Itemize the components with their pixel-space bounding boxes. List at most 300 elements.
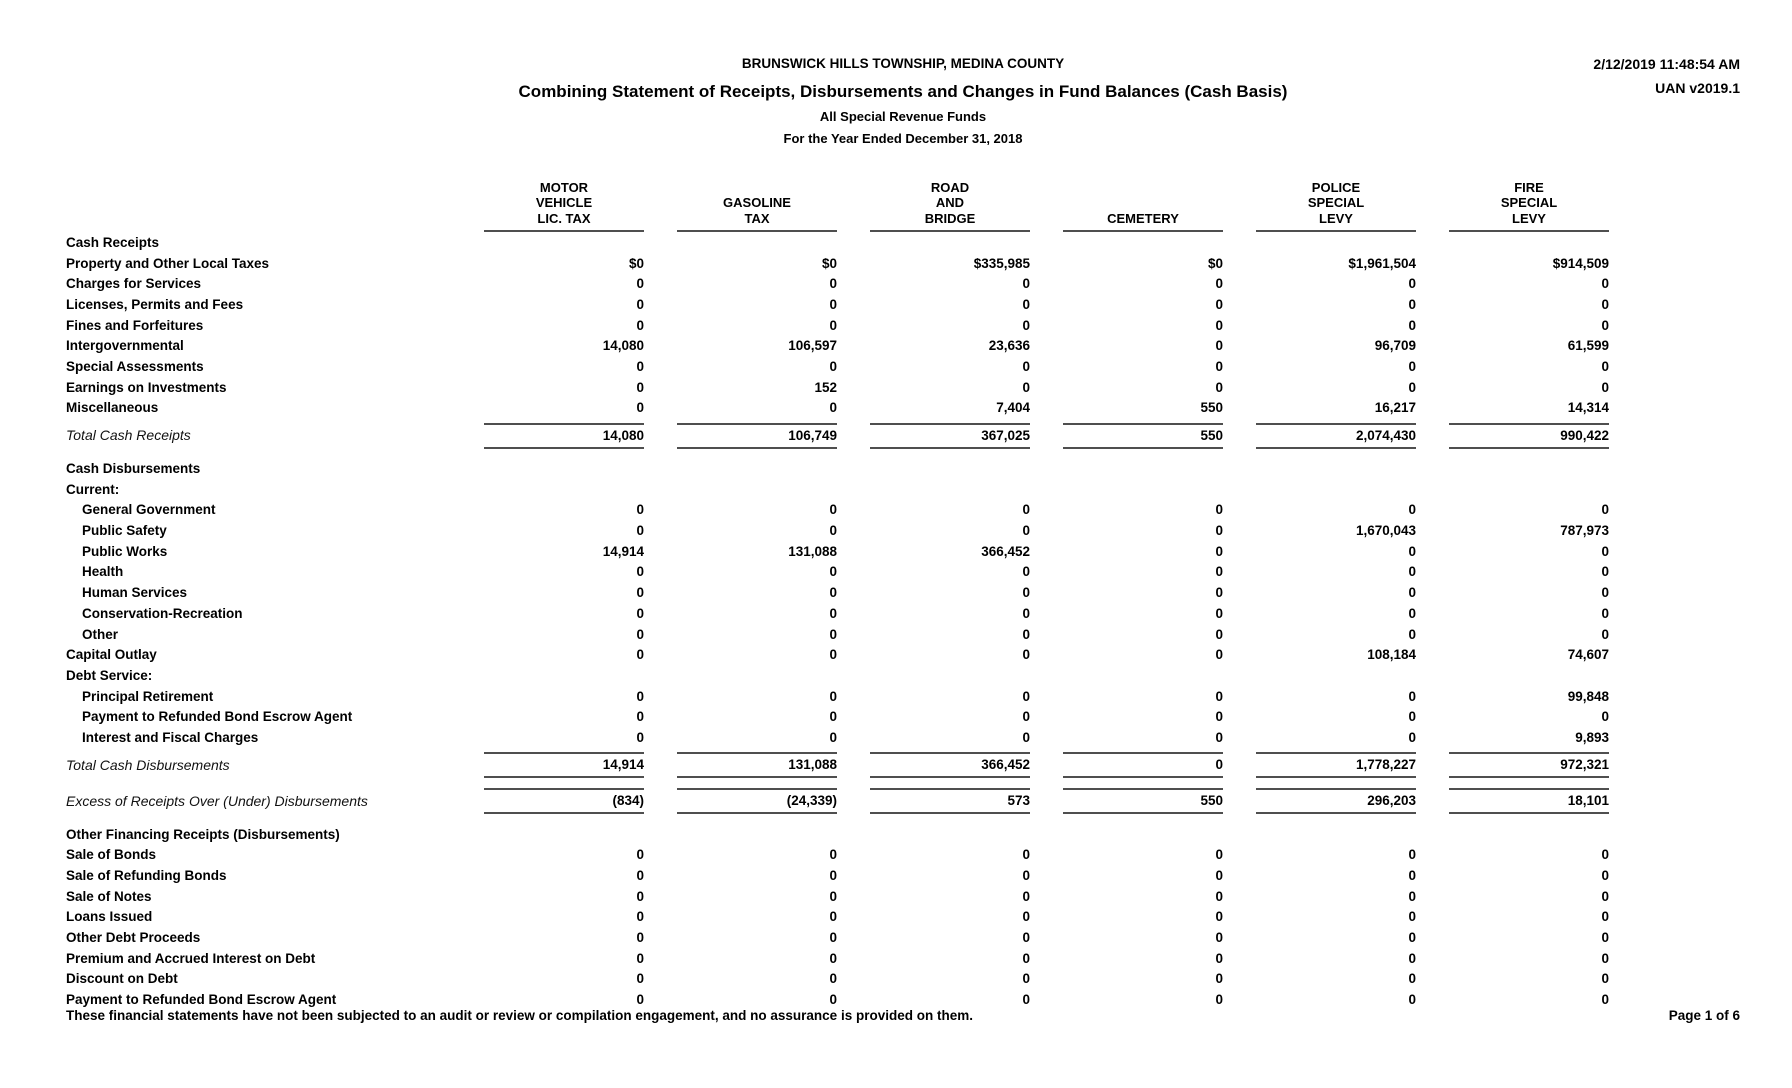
cell-police-special-levy bbox=[1223, 730, 1416, 745]
cell-value: $0 bbox=[628, 255, 644, 271]
table-row-other-financing-receipts-disbursements bbox=[66, 824, 1740, 845]
cell-police-special-levy bbox=[1223, 276, 1416, 291]
column-header-line: LEVY bbox=[1319, 210, 1353, 226]
cell-value: 9,893 bbox=[1575, 729, 1609, 745]
statement-table bbox=[66, 168, 1740, 1010]
cell-value: 573 bbox=[870, 788, 1030, 814]
cell-cemetery bbox=[1030, 585, 1223, 600]
cell-value: 0 bbox=[1215, 847, 1223, 863]
table-row-charges-for-services bbox=[66, 273, 1740, 294]
cell-value: 0 bbox=[1601, 709, 1609, 725]
row-label: Other bbox=[82, 626, 119, 642]
cell-gasoline-tax bbox=[644, 423, 837, 449]
cell-gasoline-tax bbox=[644, 502, 837, 517]
cell-gasoline-tax bbox=[644, 788, 837, 814]
cell-value: 0 bbox=[829, 709, 837, 725]
cell-motor-vehicle-lic-tax bbox=[451, 338, 644, 353]
cell-fire-special-levy bbox=[1416, 709, 1609, 724]
cell-value: 787,973 bbox=[1560, 523, 1609, 539]
cell-value: 0 bbox=[1215, 992, 1223, 1008]
cell-value: 0 bbox=[636, 950, 644, 966]
cell-value: 0 bbox=[1022, 626, 1030, 642]
column-header-text-cemetery bbox=[1063, 168, 1223, 232]
cell-fire-special-levy bbox=[1416, 992, 1609, 1007]
row-label: Capital Outlay bbox=[66, 647, 157, 663]
cell-value: 0 bbox=[1063, 752, 1223, 778]
cell-fire-special-levy bbox=[1416, 889, 1609, 904]
cell-fire-special-levy bbox=[1416, 647, 1609, 662]
cell-value: 18,101 bbox=[1449, 788, 1609, 814]
cell-value: $335,985 bbox=[973, 255, 1030, 271]
cell-fire-special-levy bbox=[1416, 276, 1609, 291]
table-row-licenses-permits-and-fees bbox=[66, 294, 1740, 315]
table-row-total-cash-receipts bbox=[66, 422, 1740, 449]
cell-value: 0 bbox=[1408, 317, 1416, 333]
row-label: Health bbox=[82, 564, 124, 580]
column-header-line: VEHICLE bbox=[535, 195, 593, 210]
cell-police-special-levy bbox=[1223, 318, 1416, 333]
cell-cemetery bbox=[1030, 930, 1223, 945]
cell-police-special-levy bbox=[1223, 423, 1416, 449]
cell-value: 0 bbox=[1408, 971, 1416, 987]
column-header-line: BRIDGE bbox=[924, 210, 976, 226]
cell-value: 0 bbox=[1601, 847, 1609, 863]
cell-value: 0 bbox=[1022, 971, 1030, 987]
cell-gasoline-tax bbox=[644, 889, 837, 904]
cell-value: 74,607 bbox=[1567, 647, 1609, 663]
cell-value: 23,636 bbox=[988, 338, 1030, 354]
cell-fire-special-levy bbox=[1416, 523, 1609, 538]
table-row-current bbox=[66, 479, 1740, 500]
cell-value: 0 bbox=[1408, 930, 1416, 946]
cell-value: 0 bbox=[829, 317, 837, 333]
cell-value: 0 bbox=[636, 523, 644, 539]
cell-motor-vehicle-lic-tax bbox=[451, 564, 644, 579]
cell-value: 0 bbox=[1408, 605, 1416, 621]
cell-road-and-bridge bbox=[837, 318, 1030, 333]
cell-value: 0 bbox=[1601, 564, 1609, 580]
cell-motor-vehicle-lic-tax bbox=[451, 689, 644, 704]
table-row-sale-of-bonds bbox=[66, 845, 1740, 866]
row-label: Excess of Receipts Over (Under) Disbursements bbox=[66, 792, 368, 809]
cell-road-and-bridge bbox=[837, 971, 1030, 986]
cell-fire-special-levy bbox=[1416, 847, 1609, 862]
page-title: Combining Statement of Receipts, Disbursements and Changes in Fund Balances (Cash Basis) bbox=[518, 82, 1288, 101]
cell-value: 0 bbox=[1215, 502, 1223, 518]
cell-value: 108,184 bbox=[1367, 647, 1416, 663]
column-header-line: LIC. TAX bbox=[537, 210, 591, 226]
row-label: Charges for Services bbox=[66, 276, 202, 292]
cell-value: 0 bbox=[1408, 888, 1416, 904]
cell-value: 0 bbox=[829, 400, 837, 416]
cell-gasoline-tax bbox=[644, 752, 837, 778]
cell-value: $0 bbox=[821, 255, 837, 271]
table-row-special-assessments bbox=[66, 356, 1740, 377]
cell-police-special-levy bbox=[1223, 930, 1416, 945]
column-header-line: TAX bbox=[744, 210, 770, 226]
row-label: Property and Other Local Taxes bbox=[66, 255, 270, 271]
cell-value: 0 bbox=[1215, 296, 1223, 312]
row-label: Sale of Notes bbox=[66, 888, 152, 904]
cell-value: 0 bbox=[1408, 502, 1416, 518]
cell-value: 0 bbox=[829, 605, 837, 621]
cell-value: 0 bbox=[1022, 688, 1030, 704]
cell-road-and-bridge bbox=[837, 889, 1030, 904]
cell-value: 0 bbox=[1408, 626, 1416, 642]
cell-value: 0 bbox=[1215, 523, 1223, 539]
cell-fire-special-levy bbox=[1416, 971, 1609, 986]
column-header-line: GASOLINE bbox=[723, 195, 791, 210]
cell-motor-vehicle-lic-tax bbox=[451, 297, 644, 312]
cell-police-special-levy bbox=[1223, 847, 1416, 862]
cell-police-special-levy bbox=[1223, 647, 1416, 662]
cell-value: 0 bbox=[1601, 296, 1609, 312]
column-header-line: SPECIAL bbox=[1307, 195, 1365, 210]
row-label: Other Debt Proceeds bbox=[66, 930, 201, 946]
cell-value: 0 bbox=[1215, 950, 1223, 966]
column-header-line: AND bbox=[935, 195, 965, 210]
cell-road-and-bridge bbox=[837, 606, 1030, 621]
cell-gasoline-tax bbox=[644, 627, 837, 642]
cell-gasoline-tax bbox=[644, 276, 837, 291]
cell-motor-vehicle-lic-tax bbox=[451, 256, 644, 271]
cell-value: 14,914 bbox=[602, 543, 644, 559]
cell-gasoline-tax bbox=[644, 400, 837, 415]
page-footer bbox=[66, 1008, 1740, 1023]
cell-road-and-bridge bbox=[837, 868, 1030, 883]
table-row-premium-and-accrued-interest-on-debt bbox=[66, 948, 1740, 969]
cell-motor-vehicle-lic-tax bbox=[451, 544, 644, 559]
cell-value: 0 bbox=[1022, 358, 1030, 374]
cell-value: 0 bbox=[829, 930, 837, 946]
cell-gasoline-tax bbox=[644, 847, 837, 862]
cell-value: 0 bbox=[636, 400, 644, 416]
cell-police-special-levy bbox=[1223, 256, 1416, 271]
table-row-cash-disbursements bbox=[66, 458, 1740, 479]
cell-cemetery bbox=[1030, 423, 1223, 449]
cell-value: 0 bbox=[636, 585, 644, 601]
cell-value: 0 bbox=[636, 709, 644, 725]
cell-value: 0 bbox=[636, 605, 644, 621]
cell-road-and-bridge bbox=[837, 523, 1030, 538]
cell-motor-vehicle-lic-tax bbox=[451, 276, 644, 291]
cell-motor-vehicle-lic-tax bbox=[451, 523, 644, 538]
cell-cemetery bbox=[1030, 951, 1223, 966]
cell-value: 0 bbox=[1022, 585, 1030, 601]
cell-motor-vehicle-lic-tax bbox=[451, 359, 644, 374]
column-header-cemetery bbox=[1030, 168, 1223, 232]
row-label: Total Cash Disbursements bbox=[66, 756, 230, 773]
cell-gasoline-tax bbox=[644, 647, 837, 662]
cell-fire-special-levy bbox=[1416, 256, 1609, 271]
cell-value: $1,961,504 bbox=[1348, 255, 1416, 271]
cell-cemetery bbox=[1030, 689, 1223, 704]
cell-value: 0 bbox=[1215, 909, 1223, 925]
cell-value: 106,597 bbox=[788, 338, 837, 354]
row-label: Licenses, Permits and Fees bbox=[66, 296, 244, 312]
cell-fire-special-levy bbox=[1416, 502, 1609, 517]
cell-value: 0 bbox=[1601, 585, 1609, 601]
row-label: Discount on Debt bbox=[66, 971, 178, 987]
cell-value: 0 bbox=[1215, 585, 1223, 601]
cell-road-and-bridge bbox=[837, 847, 1030, 862]
cell-value: 0 bbox=[1215, 971, 1223, 987]
cell-value: 14,080 bbox=[602, 338, 644, 354]
fund-group-subtitle: All Special Revenue Funds bbox=[819, 109, 987, 124]
cell-gasoline-tax bbox=[644, 318, 837, 333]
cell-value: 1,778,227 bbox=[1256, 752, 1416, 778]
cell-value: 0 bbox=[1408, 379, 1416, 395]
cell-police-special-levy bbox=[1223, 971, 1416, 986]
table-row-discount-on-debt bbox=[66, 969, 1740, 990]
cell-cemetery bbox=[1030, 564, 1223, 579]
cell-value: 0 bbox=[829, 626, 837, 642]
cell-value: 550 bbox=[1200, 400, 1223, 416]
cell-fire-special-levy bbox=[1416, 606, 1609, 621]
row-label: Sale of Refunding Bonds bbox=[66, 868, 227, 884]
cell-police-special-levy bbox=[1223, 564, 1416, 579]
cell-value: 0 bbox=[829, 971, 837, 987]
cell-value: 0 bbox=[1408, 564, 1416, 580]
table-row-total-cash-disbursements bbox=[66, 752, 1740, 779]
cell-cemetery bbox=[1030, 606, 1223, 621]
cell-cemetery bbox=[1030, 709, 1223, 724]
cell-gasoline-tax bbox=[644, 930, 837, 945]
generated-timestamp: 2/12/2019 11:48:54 AM bbox=[1593, 56, 1740, 72]
cell-fire-special-levy bbox=[1416, 423, 1609, 449]
cell-value: 0 bbox=[636, 276, 644, 292]
cell-motor-vehicle-lic-tax bbox=[451, 889, 644, 904]
cell-value: 106,749 bbox=[677, 423, 837, 449]
cell-value: 14,914 bbox=[484, 752, 644, 778]
cell-police-special-levy bbox=[1223, 544, 1416, 559]
cell-value: 14,080 bbox=[484, 423, 644, 449]
cell-value: 0 bbox=[829, 729, 837, 745]
cell-police-special-levy bbox=[1223, 992, 1416, 1007]
cell-police-special-levy bbox=[1223, 868, 1416, 883]
cell-value: 0 bbox=[636, 868, 644, 884]
cell-value: 0 bbox=[636, 930, 644, 946]
cell-road-and-bridge bbox=[837, 276, 1030, 291]
cell-value: 0 bbox=[829, 688, 837, 704]
cell-motor-vehicle-lic-tax bbox=[451, 752, 644, 778]
cell-cemetery bbox=[1030, 752, 1223, 778]
cell-value: 0 bbox=[1022, 564, 1030, 580]
cell-value: $0 bbox=[1207, 255, 1223, 271]
cell-road-and-bridge bbox=[837, 709, 1030, 724]
cell-motor-vehicle-lic-tax bbox=[451, 318, 644, 333]
cell-value: 0 bbox=[1601, 317, 1609, 333]
table-row-capital-outlay bbox=[66, 644, 1740, 665]
cell-value: 0 bbox=[829, 276, 837, 292]
software-version: UAN v2019.1 bbox=[1655, 80, 1740, 96]
table-row-property-and-other-local-taxes bbox=[66, 253, 1740, 274]
table-row-other-debt-proceeds bbox=[66, 927, 1740, 948]
cell-value: 0 bbox=[1601, 502, 1609, 518]
org-name: BRUNSWICK HILLS TOWNSHIP, MEDINA COUNTY bbox=[741, 56, 1065, 71]
cell-fire-special-levy bbox=[1416, 752, 1609, 778]
cell-value: 0 bbox=[1022, 930, 1030, 946]
column-header-text-fire-special-levy bbox=[1449, 168, 1609, 232]
column-header-line: POLICE bbox=[1311, 179, 1361, 195]
row-label: Other Financing Receipts (Disbursements) bbox=[66, 826, 340, 842]
cell-police-special-levy bbox=[1223, 788, 1416, 814]
cell-value: 0 bbox=[1215, 358, 1223, 374]
row-label: Miscellaneous bbox=[66, 400, 159, 416]
row-label: Intergovernmental bbox=[66, 338, 184, 354]
column-header-gasoline-tax bbox=[644, 168, 837, 232]
cell-value: 0 bbox=[1215, 930, 1223, 946]
cell-gasoline-tax bbox=[644, 544, 837, 559]
column-header-text-motor-vehicle-lic-tax bbox=[484, 168, 644, 232]
cell-value: 0 bbox=[1601, 626, 1609, 642]
row-label: Cash Disbursements bbox=[66, 461, 201, 477]
cell-value: 0 bbox=[1408, 950, 1416, 966]
cell-value: 550 bbox=[1063, 423, 1223, 449]
cell-value: 0 bbox=[829, 992, 837, 1008]
cell-value: 0 bbox=[636, 379, 644, 395]
cell-road-and-bridge bbox=[837, 647, 1030, 662]
cell-value: 0 bbox=[1408, 729, 1416, 745]
cell-road-and-bridge bbox=[837, 256, 1030, 271]
cell-fire-special-levy bbox=[1416, 359, 1609, 374]
cell-cemetery bbox=[1030, 909, 1223, 924]
cell-value: 0 bbox=[1022, 605, 1030, 621]
cell-gasoline-tax bbox=[644, 909, 837, 924]
cell-police-special-levy bbox=[1223, 909, 1416, 924]
column-header-line: LEVY bbox=[1512, 210, 1546, 226]
column-header-line: FIRE bbox=[1514, 179, 1544, 195]
cell-road-and-bridge bbox=[837, 730, 1030, 745]
cell-fire-special-levy bbox=[1416, 380, 1609, 395]
cell-fire-special-levy bbox=[1416, 564, 1609, 579]
cell-value: 366,452 bbox=[981, 543, 1030, 559]
cell-value: 0 bbox=[1215, 605, 1223, 621]
cell-value: 0 bbox=[636, 688, 644, 704]
row-label: Payment to Refunded Bond Escrow Agent bbox=[66, 992, 337, 1008]
cell-police-special-levy bbox=[1223, 627, 1416, 642]
cell-motor-vehicle-lic-tax bbox=[451, 585, 644, 600]
cell-value: 0 bbox=[1215, 729, 1223, 745]
cell-value: 0 bbox=[1022, 729, 1030, 745]
cell-road-and-bridge bbox=[837, 930, 1030, 945]
cell-fire-special-levy bbox=[1416, 297, 1609, 312]
cell-value: 0 bbox=[636, 358, 644, 374]
table-row-fines-and-forfeitures bbox=[66, 315, 1740, 336]
cell-gasoline-tax bbox=[644, 338, 837, 353]
cell-police-special-levy bbox=[1223, 889, 1416, 904]
cell-value: 0 bbox=[1215, 868, 1223, 884]
cell-road-and-bridge bbox=[837, 752, 1030, 778]
cell-value: 0 bbox=[1601, 868, 1609, 884]
cell-value: 131,088 bbox=[788, 543, 837, 559]
cell-motor-vehicle-lic-tax bbox=[451, 380, 644, 395]
cell-value: 1,670,043 bbox=[1355, 523, 1416, 539]
cell-road-and-bridge bbox=[837, 380, 1030, 395]
cell-road-and-bridge bbox=[837, 359, 1030, 374]
cell-road-and-bridge bbox=[837, 400, 1030, 415]
column-header-motor-vehicle-lic-tax bbox=[451, 168, 644, 232]
table-row-principal-retirement bbox=[66, 686, 1740, 707]
cell-police-special-levy bbox=[1223, 951, 1416, 966]
cell-gasoline-tax bbox=[644, 256, 837, 271]
cell-cemetery bbox=[1030, 788, 1223, 814]
table-row-intergovernmental bbox=[66, 335, 1740, 356]
cell-motor-vehicle-lic-tax bbox=[451, 400, 644, 415]
cell-gasoline-tax bbox=[644, 523, 837, 538]
table-row-public-safety bbox=[66, 520, 1740, 541]
cell-fire-special-levy bbox=[1416, 730, 1609, 745]
cell-road-and-bridge bbox=[837, 627, 1030, 642]
cell-value: 14,314 bbox=[1567, 400, 1609, 416]
cell-value: 0 bbox=[829, 847, 837, 863]
row-label: Human Services bbox=[82, 585, 188, 601]
column-header-line: MOTOR bbox=[539, 179, 589, 195]
cell-police-special-levy bbox=[1223, 752, 1416, 778]
row-label: Debt Service: bbox=[66, 667, 153, 683]
cell-value: 0 bbox=[1215, 276, 1223, 292]
table-row-conservation-recreation bbox=[66, 603, 1740, 624]
cell-value: 0 bbox=[1022, 296, 1030, 312]
cell-value: 0 bbox=[1215, 564, 1223, 580]
cell-value: 0 bbox=[829, 564, 837, 580]
cell-fire-special-levy bbox=[1416, 338, 1609, 353]
cell-cemetery bbox=[1030, 359, 1223, 374]
row-label: Sale of Bonds bbox=[66, 847, 157, 863]
cell-value: 0 bbox=[1215, 647, 1223, 663]
cell-motor-vehicle-lic-tax bbox=[451, 709, 644, 724]
cell-value: 0 bbox=[1022, 888, 1030, 904]
cell-motor-vehicle-lic-tax bbox=[451, 647, 644, 662]
cell-cemetery bbox=[1030, 730, 1223, 745]
cell-motor-vehicle-lic-tax bbox=[451, 502, 644, 517]
cell-gasoline-tax bbox=[644, 971, 837, 986]
cell-value: 0 bbox=[829, 950, 837, 966]
table-row-payment-to-refunded-bond-escrow-agent bbox=[66, 989, 1740, 1010]
cell-value: 0 bbox=[1408, 909, 1416, 925]
cell-value: 0 bbox=[1601, 950, 1609, 966]
row-label: Fines and Forfeitures bbox=[66, 317, 204, 333]
column-header-line: SPECIAL bbox=[1500, 195, 1558, 210]
cell-value: 0 bbox=[1601, 909, 1609, 925]
cell-cemetery bbox=[1030, 276, 1223, 291]
cell-police-special-levy bbox=[1223, 606, 1416, 621]
cell-cemetery bbox=[1030, 992, 1223, 1007]
cell-gasoline-tax bbox=[644, 380, 837, 395]
cell-cemetery bbox=[1030, 400, 1223, 415]
cell-road-and-bridge bbox=[837, 992, 1030, 1007]
table-row-cash-receipts bbox=[66, 232, 1740, 253]
cell-value: 0 bbox=[1601, 276, 1609, 292]
table-row-excess-of-receipts-over-under-disbursements bbox=[66, 788, 1740, 815]
cell-value: 0 bbox=[636, 647, 644, 663]
cell-value: 0 bbox=[829, 502, 837, 518]
table-row-sale-of-refunding-bonds bbox=[66, 865, 1740, 886]
cell-gasoline-tax bbox=[644, 689, 837, 704]
row-label: Interest and Fiscal Charges bbox=[82, 729, 259, 745]
cell-cemetery bbox=[1030, 338, 1223, 353]
cell-value: 0 bbox=[829, 296, 837, 312]
column-header-text-police-special-levy bbox=[1256, 168, 1416, 232]
cell-cemetery bbox=[1030, 256, 1223, 271]
cell-fire-special-levy bbox=[1416, 627, 1609, 642]
cell-value: 0 bbox=[1408, 688, 1416, 704]
table-row-miscellaneous bbox=[66, 398, 1740, 419]
cell-value: 366,452 bbox=[870, 752, 1030, 778]
table-row-general-government bbox=[66, 500, 1740, 521]
row-label: Premium and Accrued Interest on Debt bbox=[66, 950, 316, 966]
audit-disclaimer: These financial statements have not been subjected to an audit or review or compilation engagement, and no assurance is provided on them. bbox=[66, 1008, 973, 1023]
